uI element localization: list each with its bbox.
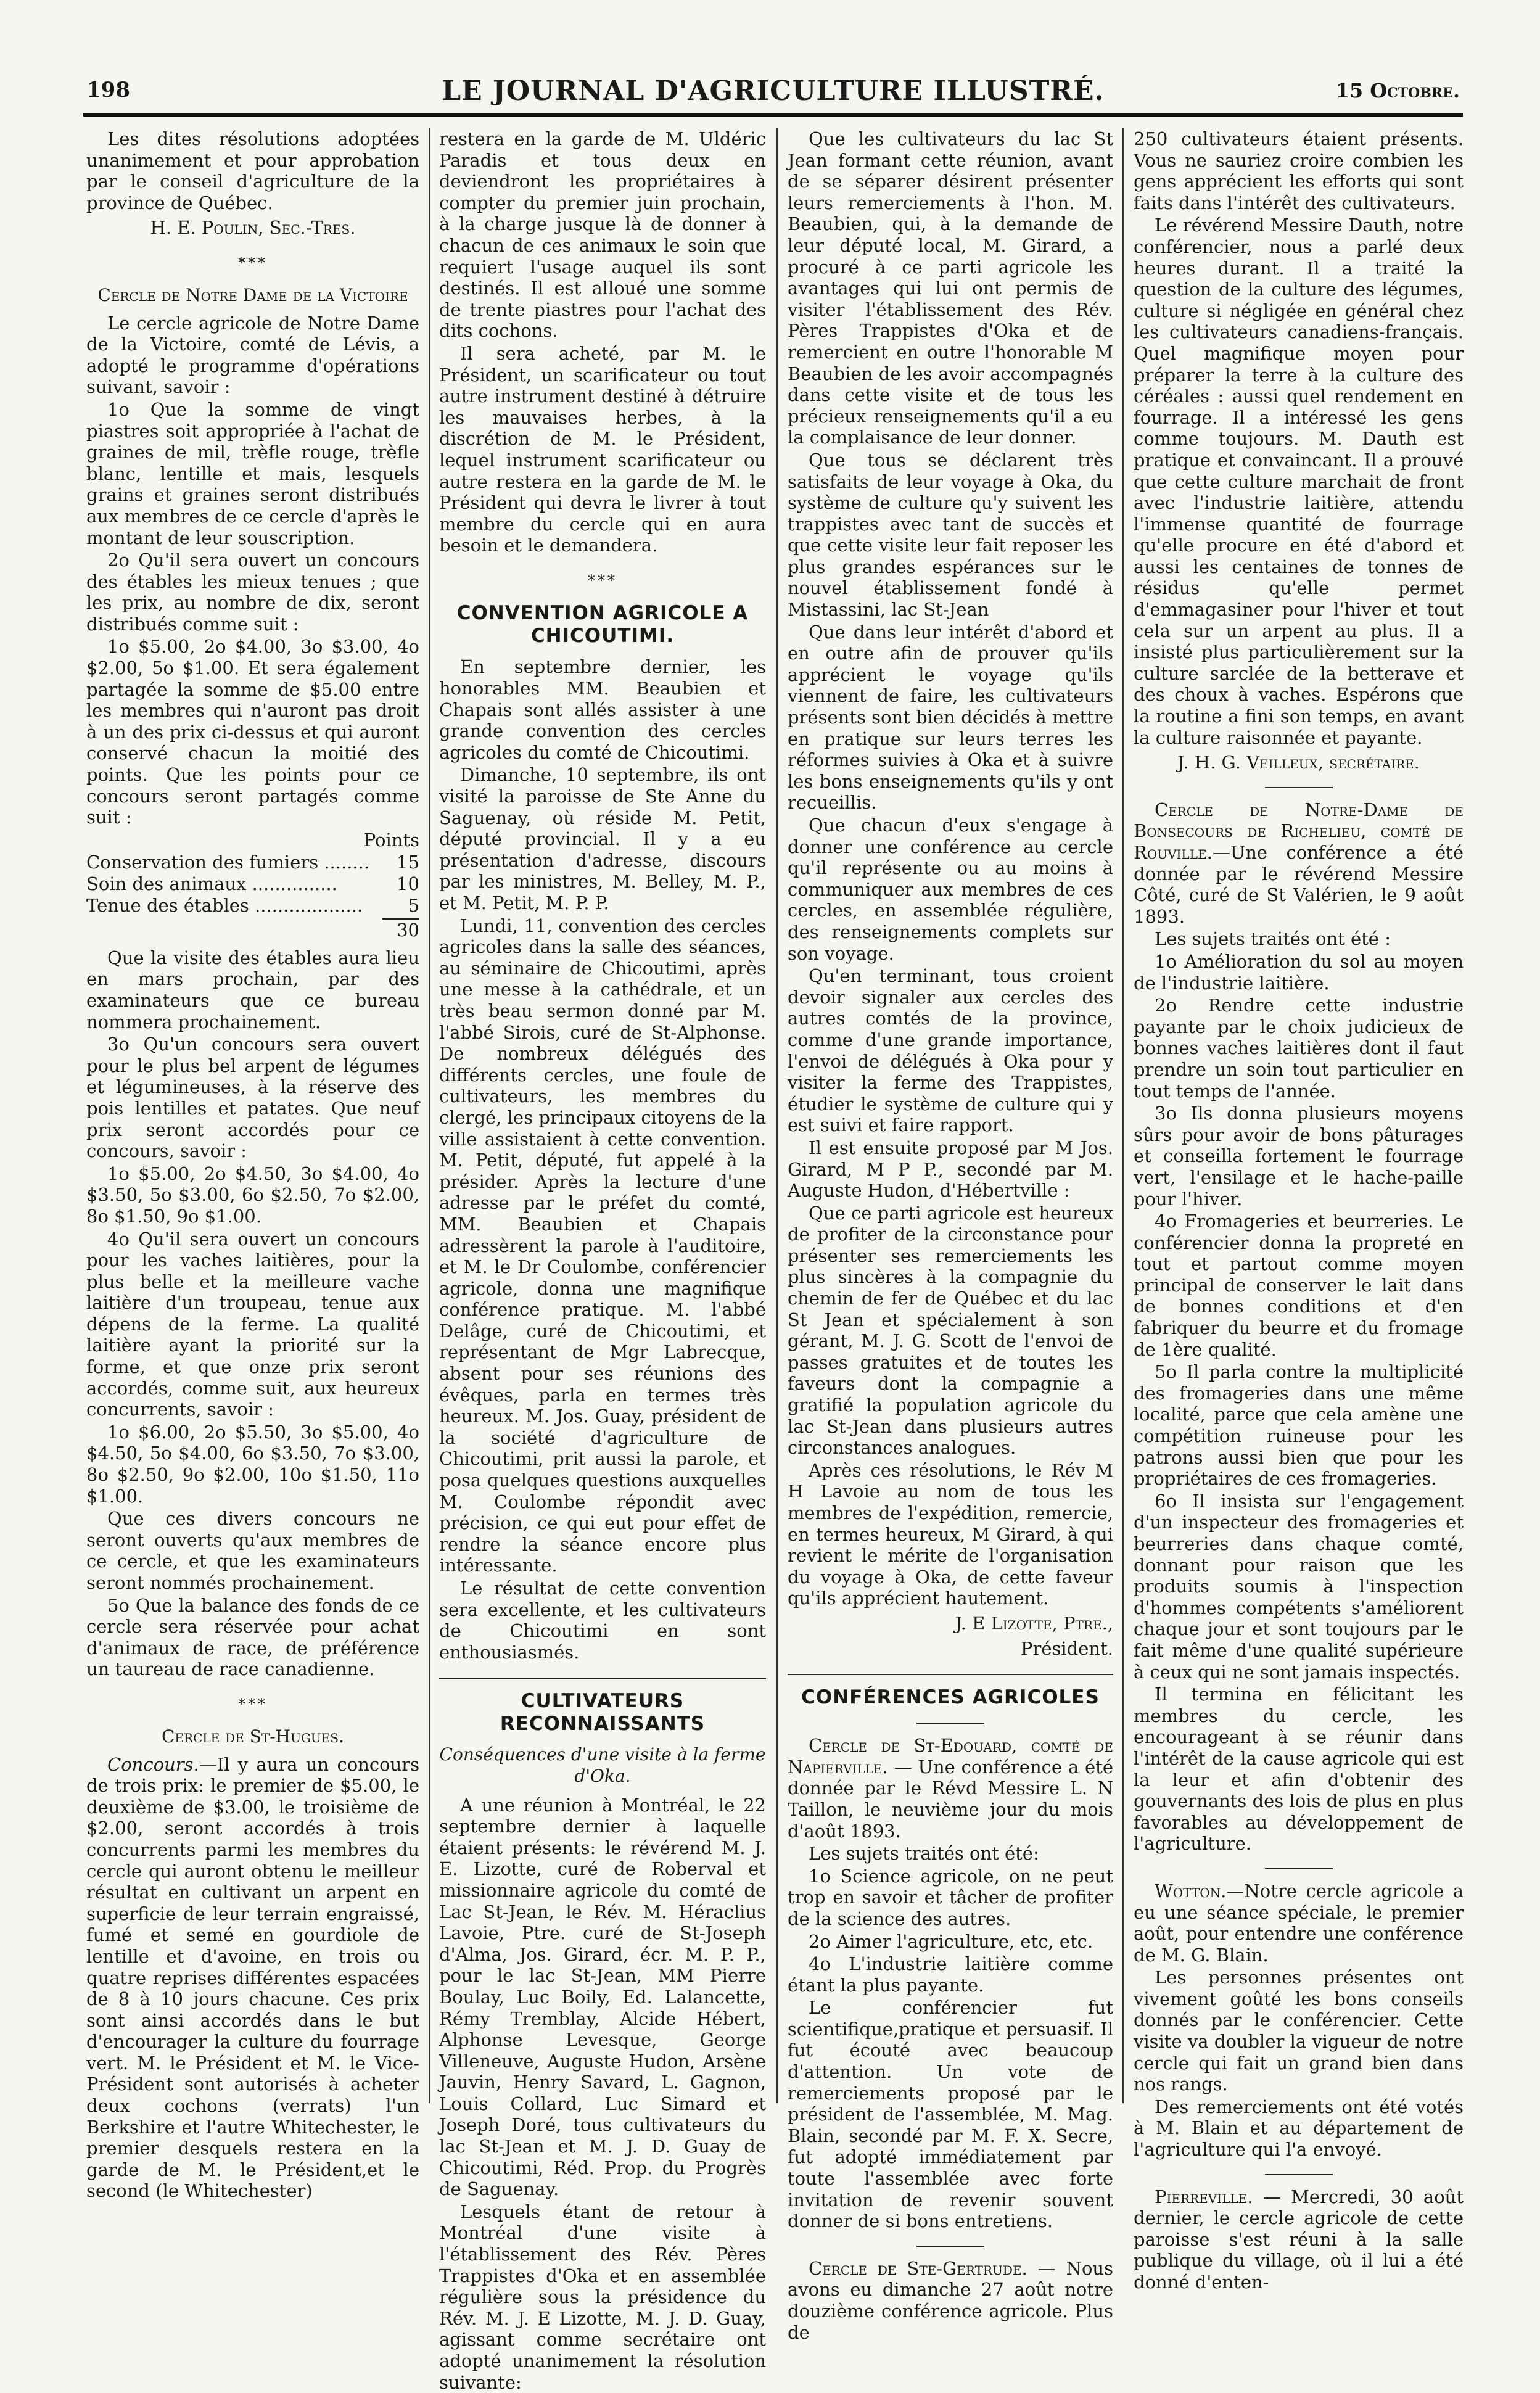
- paragraph: Les dites résolutions adoptées unanimement et pour approbation par le conseil d'agriculture de la province de Québec.: [86, 128, 419, 213]
- paragraph: 1o Science agricole, on ne peut trop en savoir et tâcher de profiter de la science des autres.: [788, 1865, 1113, 1929]
- points-row: [86, 852, 419, 873]
- paragraph: 5o Que la balance des fonds de ce cercle sera réservée pour achat d'animaux de race, de préférence un taureau de race canadienne.: [86, 1594, 419, 1680]
- paragraph: [788, 2258, 1113, 2343]
- journal-title: LE JOURNAL D'AGRICULTURE ILLUSTRÉ.: [442, 75, 1105, 107]
- lead-in: Pierreville.: [1155, 2186, 1253, 2207]
- paragraph: 250 cultivateurs étaient présents. Vous ne sauriez croire combien les gens apprécient les efforts qui sont faits dans l'intérêt des cultivateurs.: [1134, 128, 1464, 213]
- paragraph: [86, 1754, 419, 2202]
- signature: [1134, 752, 1464, 773]
- lead-in: Concours.: [107, 1753, 199, 1775]
- page-number: 198: [86, 78, 130, 102]
- section-heading: Cercle de Notre Dame de la Victoire: [97, 284, 408, 305]
- paragraph: 1o Amélioration du sol au moyen de l'industrie laitière.: [1134, 950, 1464, 994]
- running-head: [86, 75, 1460, 112]
- paragraph: 1o $6.00, 2o $5.50, 3o $5.00, 4o $4.50, 5o $4.00, 6o $3.50, 7o $3.00, 8o $2.50, 9o $2.00, 10o $1.50, 11o $1.00.: [86, 1421, 419, 1507]
- paragraph-text: — Une conférence a été donnée par le Révd Messire L. N Taillon, le neuvième jour du mois d'août 1893.: [788, 1756, 1113, 1842]
- points-row: [86, 895, 419, 916]
- paragraph: Le révérend Messire Dauth, notre conférencier, nous a parlé deux heures durant. Il a traité la question de la culture des légumes, culture si négligée en général chez les cultivateurs canadiens-français. Quel magnifique moyen pour préparer la terre à la culture des céréales : aussi quel rendement en fourrage. Il a intéressé les gens comme toujours. M. Dauth est pratique et convaincant. Il a prouvé que cette culture marchait de front avec l'industrie laitière, attendu l'immense quantité de fourrage qu'elle procure en été d'abord et aussi les centaines de tonnes de résidus qu'elle permet d'emmagasiner pour l'hiver et tout cela sur un arpent au plus. Il a insisté plus particulièrement sur la culture sarclée de la betterave et des choux à vaches. Espérons que la routine a fini son temps, en avant la culture raisonnée et payante.: [1134, 215, 1464, 748]
- signature-name: J. E Lizotte, Ptre.,: [955, 1612, 1113, 1634]
- column-3: [788, 128, 1113, 2343]
- paragraph: Il sera acheté, par M. le Président, un scarificateur ou tout autre instrument destiné à détruire les mauvaises herbes, à la discrétion de M. le Président, lequel instrument scarificateur ou autre restera en la garde de M. le Président qui devra le livrer à tout membre du cercle qui en aura besoin et le demandera.: [439, 342, 766, 556]
- paragraph-text: — Nous avons eu dimanche 27 août notre douzième conférence agricole. Plus de: [788, 2257, 1113, 2343]
- lead-in: Cercle de St-Edouard, comté de Napierville.: [788, 1735, 1113, 1777]
- paragraph: Il est ensuite proposé par M Jos. Girard, M P P., secondé par M. Auguste Hudon, d'Hébertville :: [788, 1137, 1113, 1201]
- article-subheadline: Conséquences d'une visite à la ferme d'Oka.: [439, 1744, 766, 1786]
- paragraph: 1o $5.00, 2o $4.50, 3o $4.00, 4o $3.50, 5o $3.00, 6o $2.50, 7o $2.00, 8o $1.50, 9o $1.00.: [86, 1163, 419, 1227]
- header-rule: [83, 113, 1463, 117]
- points-value: 15: [397, 852, 419, 873]
- paragraph: restera en la garde de M. Uldéric Paradis et tous deux en deviendront les propriétaires à compter du premier juin prochain, à la charge jusque là de donner à chacun de ces animaux le soin que requiert l'usage auquel ils sont destinés. Il est alloué une somme de trente piastres pour l'achat des dits cochons.: [439, 128, 766, 342]
- paragraph-text: —Notre cercle agricole a eu une séance spéciale, le premier août, pour entendre une conférence de M. G. Blain.: [1134, 1880, 1464, 1966]
- article-headline: CONVENTION AGRICOLE A CHICOUTIMI.: [456, 602, 749, 648]
- section-ornament: ***: [238, 253, 268, 271]
- article-rule: [788, 1674, 1113, 1675]
- column-1: [86, 128, 419, 2202]
- paragraph: [1134, 2186, 1464, 2293]
- paragraph: 2o Qu'il sera ouvert un concours des étables les mieux tenues ; que les prix, au nombre de dix, seront distribués comme suit :: [86, 550, 419, 635]
- lead-in: Cercle de Notre-Dame de Bonsecours de Richelieu, comté de Rouville.: [1134, 799, 1464, 863]
- paragraph: Lesquels étant de retour à Montréal d'une visite à l'établissement des Rév. Pères Trappistes d'Oka et en assemblée régulière sous la présidence du Rév. M. J. E Lizotte, M. J. D. Guay, agissant comme secrétaire ont adopté unanimement la résolution suivante:: [439, 2201, 766, 2393]
- article-headline: CULTIVATEURS RECONNAISSANTS: [500, 1690, 706, 1736]
- column-2: [439, 128, 766, 2393]
- column-divider: [429, 128, 430, 2103]
- paragraph: Les sujets traités ont été:: [809, 1843, 1039, 1864]
- paragraph: 5o Il parla contre la multiplicité des fromageries dans une même localité, parce que cela amène une compétition ruineuse pour les patrons aussi bien que pour les propriétaires de ces fromageries.: [1134, 1361, 1464, 1489]
- points-label: Soin des animaux ...............: [86, 873, 337, 894]
- paragraph: Dimanche, 10 septembre, ils ont visité la paroisse de Ste Anne du Saguenay, où réside M. Petit, député provincial. Il y a eu présentation d'adresse, discours par les ministres, M. Belley, M. P., et M. Petit, M. P. P.: [439, 764, 766, 913]
- paragraph-text: —Une conférence a été donnée par le révérend Messire Côté, curé de St Valérien, le 9 août 1893.: [1134, 842, 1464, 927]
- paragraph: 4o Qu'il sera ouvert un concours pour les vaches laitières, pour la plus belle et la meilleure vache laitière d'un troupeau, tenue aux dépens de la ferme. La qualité laitière ayant la priorité sur la forme, et que onze prix seront accordés, comme suit, aux heureux concurrents, savoir :: [86, 1228, 419, 1420]
- paragraph: En septembre dernier, les honorables MM. Beaubien et Chapais sont allés assister à une grande convention des cercles agricoles du comté de Chicoutimi.: [439, 656, 766, 763]
- paragraph: Que la visite des étables aura lieu en mars prochain, par des examinateurs que ce bureau nommera prochainement.: [86, 947, 419, 1032]
- points-value: 5: [408, 894, 419, 916]
- paragraph: 4o L'industrie laitière comme étant la plus payante.: [788, 1953, 1113, 1996]
- paragraph: Que dans leur intérêt d'abord et en outre afin de prouver qu'ils apprécient le voyage qu'ils viennent de faire, les cultivateurs présents sont bien décidés à mettre en pratique sur leurs terres les réformes suivies à Oka et à suivre les bons enseignements qu'ils y ont recueillis.: [788, 621, 1113, 813]
- article-rule: [439, 1678, 766, 1679]
- paragraph: 3o Qu'un concours sera ouvert pour le plus bel arpent de légumes et légumineuses, à la réserve des pois lentilles et patates. Que neuf prix seront accordés pour ce concours, savoir :: [86, 1034, 419, 1162]
- signature: [788, 1613, 1113, 1634]
- issue-date: 15 Octobre.: [1335, 79, 1460, 102]
- paragraph: Lundi, 11, convention des cercles agricoles dans la salle des séances, au séminaire de Chicoutimi, après une messe à la cathédrale, et un très beau sermon donné par M. l'abbé Sirois, curé de St-Alphonse. De nombreux délégués des différents cercles, une foule de cultivateurs, les membres du clergé, les principaux citoyens de la ville assistaient à cette convention. M. Petit, député, fut appelé à la présider. Après la lecture d'une adresse par le préfet du comté, MM. Beaubien et Chapais adressèrent la parole à l'auditoire, et M. le Dr Coulombe, conférencier agricole, donna une magnifique conférence pratique. M. l'abbé Delâge, curé de Chicoutimi, et représentant de Mgr Labrecque, absent pour ses réunions des évêques, parla en termes très heureux. M. Jos. Guay, président de la société d'agriculture de Chicoutimi, prit aussi la parole, et posa quelques questions auxquelles M. Coulombe répondit avec précision, ce qui eut pour effet de rendre la séance encore plus intéressante.: [439, 915, 766, 1576]
- paragraph: Qu'en terminant, tous croient devoir signaler aux cercles des autres comtés de la province, comme d'une grande importance, l'envoi de délégués à Oka pour y visiter la ferme des Trappistes, étudier le système de culture qui y est suivi et faire rapport.: [788, 965, 1113, 1136]
- paragraph: A une réunion à Montréal, le 22 septembre dernier à laquelle étaient présents: le révérend M. J. E. Lizotte, curé de Roberval et missionnaire agricole du comté de Lac St-Jean, le Rév. M. Héraclius Lavoie, Ptre. curé de St-Joseph d'Alma, Jos. Girard, écr. M. P. P., pour le lac St-Jean, MM Pierre Boulay, Luc Boily, Ed. Lalancette, Rémy Tremblay, Alcide Hébert, Alphonse Levesque, George Villeneuve, Auguste Hudon, Arsène Jauvin, Henry Savard, L. Gagnon, Louis Collard, Luc Simard et Joseph Doré, tous cultivateurs du lac St-Jean et M. J. D. Guay de Chicoutimi, Réd. Prop. du Progrès de Saguenay.: [439, 1794, 766, 2200]
- paragraph: Que ce parti agricole est heureux de profiter de la circonstance pour présenter ses remerciements les plus sincères à la compagnie du chemin de fer de Québec et du lac St Jean et spécialement à son gérant, M. J. G. Scott de l'envoi de passes gratuites et de toutes les faveurs dont la compagnie a gratifié la population agricole du lac St-Jean dans plusieurs autres circonstances analogues.: [788, 1202, 1113, 1459]
- paragraph: Après ces résolutions, le Rév M H Lavoie au nom de tous les membres de l'expédition, remercie, en termes heureux, M Girard, à qui revient le mérite de l'organisation du voyage à Oka, de cette faveur qu'ils apprécient hautement.: [788, 1459, 1113, 1609]
- paragraph: Que tous se déclarent très satisfaits de leur voyage à Oka, du système de culture qu'y suivent les trappistes avec tant de succès et que cette visite leur fait reposer les plus grandes espérances sur le nouvel établissement fondé à Mistassini, lac St-Jean: [788, 449, 1113, 620]
- section-heading: Cercle de St-Hugues.: [162, 1726, 344, 1747]
- section-rule: [1265, 1868, 1333, 1869]
- paragraph: Le résultat de cette convention sera excellente, et les cultivateurs de Chicoutimi en sont enthousiasmés.: [439, 1578, 766, 1663]
- points-total: 30: [397, 920, 419, 941]
- column-4: [1134, 128, 1464, 2292]
- paragraph: Le cercle agricole de Notre Dame de la Victoire, comté de Lévis, a adopté le programme d'opérations suivant, savoir :: [86, 312, 419, 398]
- paragraph: Que ces divers concours ne seront ouverts qu'aux membres de ce cercle, et que les examinateurs seront nommés prochainement.: [86, 1508, 419, 1593]
- paragraph-text: —Il y aura un concours de trois prix: le premier de $5.00, le deuxième de $3.00, le troisième de $2.00, seront accordés à trois concurrents parmi les membres du cercle qui auront obtenu le meilleur résultat en cultivant un arpent en superficie de leur terrain engraissé, fumé et semé en gourdiole de lentille et d'avoine, en trois ou quatre reprises différentes espacées de 8 à 10 jours chacune. Ces prix sont ainsi accordés dans le but d'encourager la culture du fourrage vert. M. le Président et M. le Vice-Président sont autorisés à acheter deux cochons (verrats) l'un Berkshire et l'autre Whitechester, le premier desquels restera en la garde de M. le Président,et le second (le Whitechester): [86, 1753, 419, 2202]
- article-headline: CONFÉRENCES AGRICOLES: [801, 1686, 1100, 1709]
- lead-in: Wotton.: [1155, 1880, 1227, 1901]
- points-value: 10: [397, 873, 419, 894]
- paragraph: [1134, 1880, 1464, 1966]
- section-rule: [1265, 787, 1333, 788]
- signature: [86, 217, 419, 239]
- paragraph: Il termina en félicitant les membres du cercle, les encourageant à se réunir dans l'intérêt de la cause agricole qui est la leur et afin d'obtenir des gouvernants des lois de plus en plus favorables au développement de l'agriculture.: [1134, 1684, 1464, 1855]
- paragraph: [788, 1735, 1113, 1842]
- points-header: Points: [363, 829, 419, 851]
- signature-role: Président.: [1021, 1637, 1113, 1659]
- paragraph: 4o Fromageries et beurreries. Le conférencier donna la propreté en tout et partout comme moyen principal de conserver le lait dans de bonnes conditions et d'en fabriquer du beurre et du fromage de 1ère qualité.: [1134, 1211, 1464, 1360]
- paragraph-text: — Mercredi, 30 août dernier, le cercle agricole de cette paroisse s'est réuni à la salle publique du village, où il lui a été donné d'enten-: [1134, 2186, 1464, 2292]
- section-ornament: ***: [238, 1695, 268, 1713]
- signature-name: J. H. G. Veilleux, secrétaire.: [1177, 752, 1420, 773]
- points-label: Conservation des fumiers ........: [86, 852, 370, 873]
- paragraph: Le conférencier fut scientifique,pratique et persuasif. Il fut écouté avec beaucoup d'attention. Un vote de remerciements proposé par le président de l'assemblée, M. Mag. Blain, secondé par M. F. X. Secre, fut adopté immédiatement par toute l'assemblée avec forte invitation de revenir souvent donner de si bons entretiens.: [788, 1997, 1113, 2232]
- paragraph: 1o $5.00, 2o $4.00, 3o $3.00, 4o $2.00, 5o $1.00. Et sera également partagée la somme de $5.00 entre les membres qui n'auront pas droit à un des prix ci-dessus et qui auront conservé chacun la moitié des points. Que les points pour ce concours seront partagés comme suit :: [86, 636, 419, 828]
- section-rule: [916, 1723, 984, 1724]
- paragraph: 2o Aimer l'agriculture, etc, etc.: [809, 1930, 1093, 1952]
- paragraph: Que les cultivateurs du lac St Jean formant cette réunion, avant de se séparer désirent présenter leurs remerciements à l'hon. M. Beaubien, qui, à la demande de leur député local, M. Girard, a procuré à ce parti agricole les avantages qui lui ont permis de visiter l'établissement des Rév. Pères Trappistes d'Oka et de remercient en outre l'honorable M Beaubien de les avoir accompagnés dans cette visite et de tous les précieux renseignements qu'il a eu la complaisance de leur donner.: [788, 128, 1113, 448]
- signature-name: H. E. Poulin, Sec.-Tres.: [150, 217, 356, 239]
- points-row: [86, 873, 419, 895]
- column-divider: [1122, 128, 1124, 2103]
- section-rule: [1265, 2174, 1333, 2175]
- paragraph: 2o Rendre cette industrie payante par le choix judicieux de bonnes vaches laitières dont il faut prendre un soin tout particulier en tout temps de l'année.: [1134, 995, 1464, 1102]
- points-label: Tenue des étables ...................: [86, 894, 363, 916]
- section-rule: [916, 2246, 984, 2247]
- lead-in: Cercle de Ste-Gertrude.: [809, 2257, 1027, 2279]
- paragraph: Les personnes présentes ont vivement goûté les bons conseils donnés par le conférencier. Cette visite va doubler la vigueur de notre cercle qui fait un grand bien dans nos rangs.: [1134, 1967, 1464, 2095]
- paragraph: [1134, 799, 1464, 928]
- paragraph: 3o Ils donna plusieurs moyens sûrs pour avoir de bons pâturages et conseilla fortement le fourrage vert, l'ensilage et le hache-paille pour l'hiver.: [1134, 1103, 1464, 1209]
- paragraph: Les sujets traités ont été :: [1155, 928, 1391, 950]
- paragraph: 1o Que la somme de vingt piastres soit appropriée à l'achat de graines de mil, trèfle rouge, trèfle blanc, lentille et mais, lesquels grains et graines seront distribués aux membres de ce cercle d'après le montant de leur souscription.: [86, 398, 419, 548]
- paragraph: 6o Il insista sur l'engagement d'un inspecteur des fromageries et beurreries dans chaque comté, donnant pour raison que les produits soumis à l'inspection d'hommes compétents s'améliorent chaque jour et sont toujours par le fait même d'une qualité supérieure à ceux qui ne sont jamais inspectés.: [1134, 1490, 1464, 1683]
- column-divider: [776, 128, 778, 2103]
- paragraph: Des remerciements ont été votés à M. Blain et au département de l'agriculture qui l'a envoyé.: [1134, 2096, 1464, 2160]
- section-ornament: ***: [588, 571, 617, 589]
- paragraph: Que chacun d'eux s'engage à donner une conférence au cercle qu'il représente ou au moins à communiquer aux membres de ces cercles, en assemblée régulière, des renseignements complets sur son voyage.: [788, 815, 1113, 964]
